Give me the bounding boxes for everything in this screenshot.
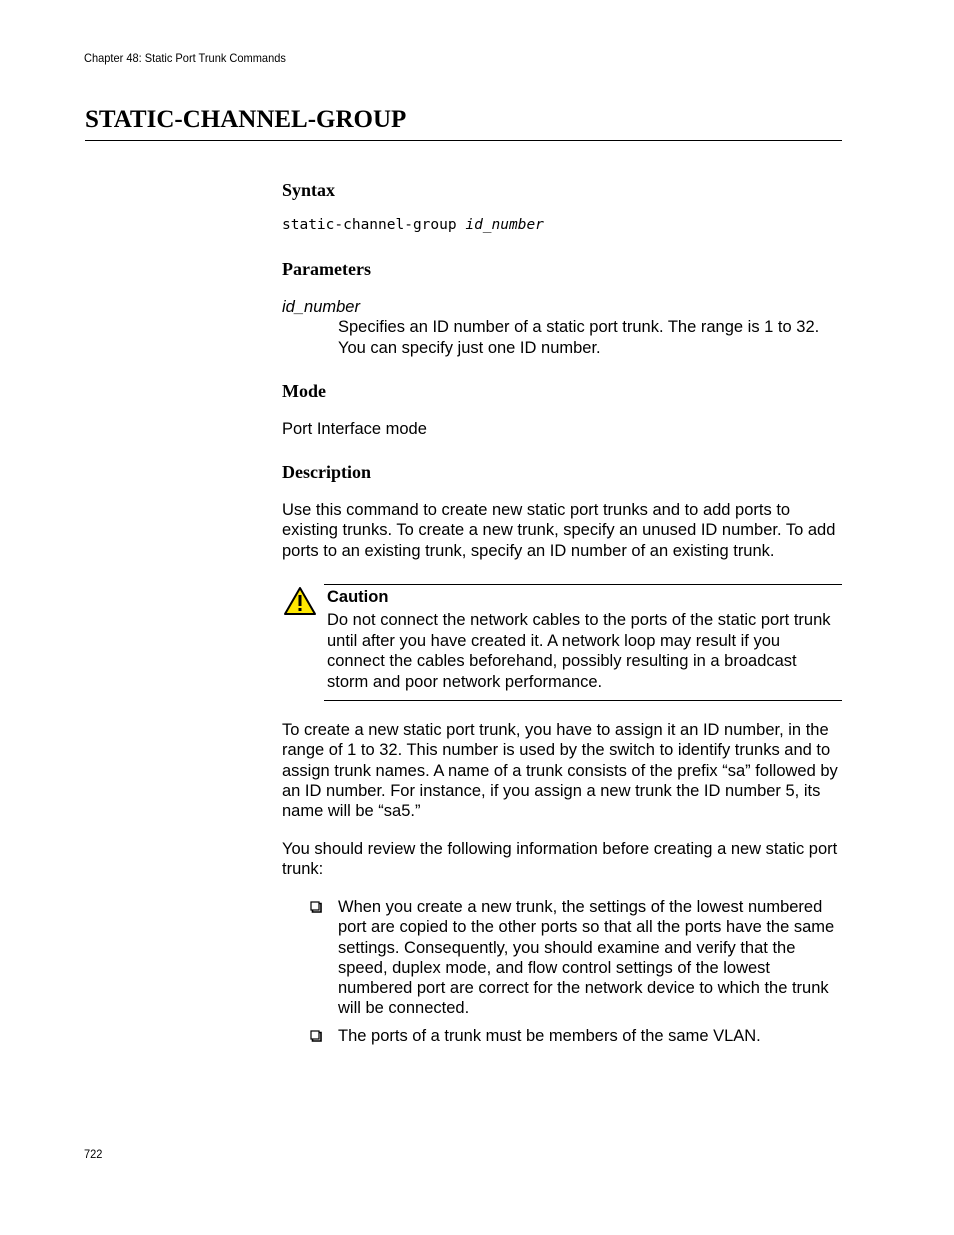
list-item: The ports of a trunk must be members of the same VLAN. [338,1027,761,1045]
caution-bottom-rule [324,700,842,701]
syntax-command [282,217,544,233]
command-argument: id_number [465,217,544,233]
parameter-definition: Specifies an ID number of a static port trunk. The range is 1 to 32. You can specify just one ID number. [338,318,820,357]
page-number: 722 [84,1147,103,1161]
parameter-term: id_number [282,298,360,316]
description-paragraph-3: You should review the following information before creating a new static port trunk: [282,840,838,879]
mode-text: Port Interface mode [282,420,427,438]
caution-label: Caution [327,588,389,606]
open-square-bullet-icon [310,901,322,913]
description-paragraph-1: Use this command to create new static port trunks and to add ports to existing trunks. To create a new trunk, specify an unused ID number. To add ports to an existing trunk, specify an ID number of an existing trunk. [282,501,836,560]
caution-top-rule [324,584,842,585]
running-head: Chapter 48: Static Port Trunk Commands [84,51,286,65]
syntax-heading: Syntax [282,180,336,200]
page-title: STATIC-CHANNEL-GROUP [85,106,407,133]
title-rule [85,140,842,141]
open-square-bullet-icon [310,1030,322,1042]
list-item: When you create a new trunk, the settings of the lowest numbered port are copied to the other ports so that all the ports have the same settings. Consequently, you should examine and verify that the speed, duplex mode, and flow control settings of the lowest numbered port are correct for the network device to which the trunk will be connected. [338,898,835,1018]
command-name: static-channel-group [282,217,457,233]
parameters-heading: Parameters [282,259,371,279]
description-heading: Description [282,462,371,482]
description-paragraph-2: To create a new static port trunk, you have to assign it an ID number, in the range of 1 to 32. This number is used by the switch to identify trunks and to assign trunk names. A name of a trunk consists of the prefix “sa” followed by an ID number. For instance, if you assign a new trunk the ID number 5, its name will be “sa5.” [282,721,838,821]
mode-heading: Mode [282,381,326,401]
caution-text: Do not connect the network cables to the ports of the static port trunk until after you have created it. A network loop may result if you connect the cables beforehand, possibly resulting in a broadcast storm and poor network performance. [327,611,831,691]
warning-triangle-icon [283,586,317,616]
